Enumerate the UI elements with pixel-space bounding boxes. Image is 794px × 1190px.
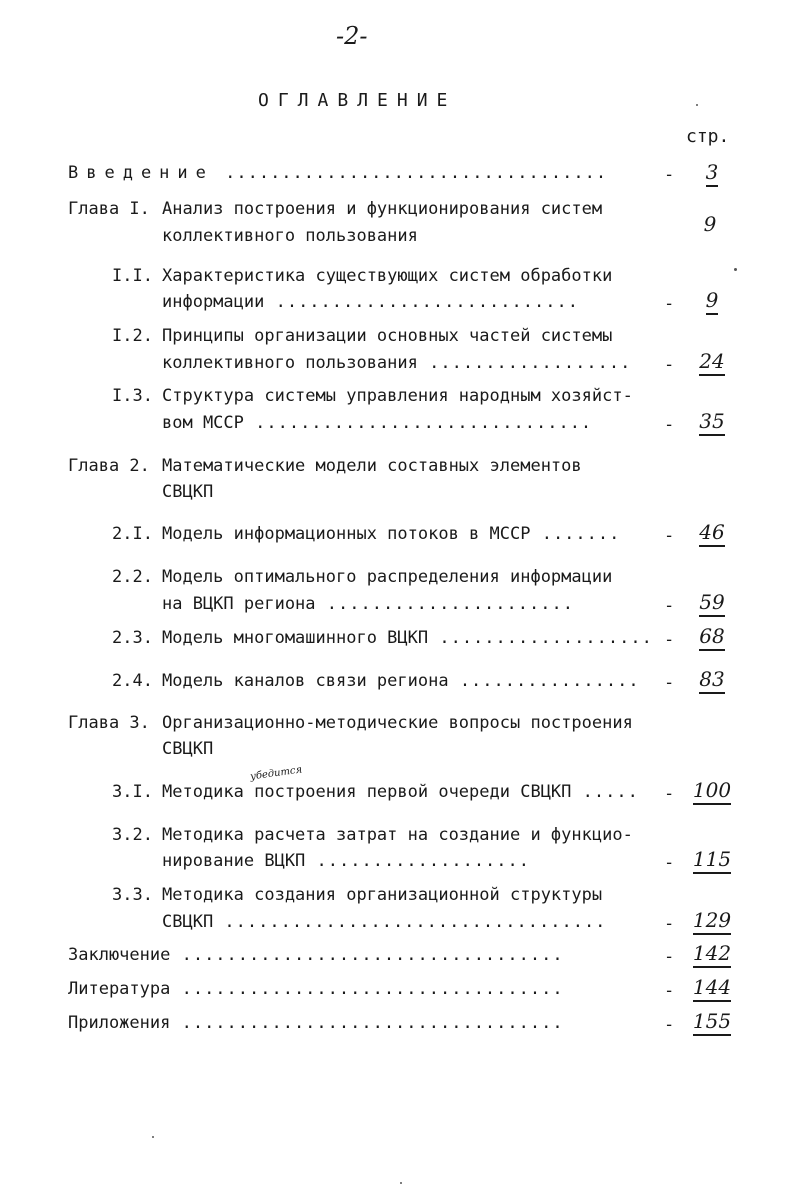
toc-section-number: 2.4. — [112, 671, 153, 691]
page-number: -2- — [336, 22, 368, 50]
toc-dash: - — [664, 165, 675, 185]
toc-entry-appendices: Приложения .................................. — [68, 1013, 564, 1033]
toc-entry-label-cont: СВЦКП — [162, 482, 214, 502]
toc-dash: - — [664, 526, 675, 546]
toc-entry-label-cont: СВЦКП — [162, 739, 214, 759]
toc-dash: - — [664, 415, 675, 435]
toc-section-number: 3.2. — [112, 825, 153, 845]
toc-page-ref: 144 — [692, 975, 732, 999]
toc-page-ref: 155 — [692, 1009, 732, 1033]
toc-page-ref: 3 — [692, 160, 732, 184]
scan-speck — [696, 104, 698, 106]
toc-dash: - — [664, 914, 675, 934]
toc-entry-conclusion: Заключение .................................. — [68, 945, 564, 965]
toc-entry-label: Методика создания организационной структуры — [162, 885, 603, 905]
toc-entry-label: Введение — [68, 163, 214, 183]
scan-speck — [152, 1136, 154, 1138]
toc-page-ref: 35 — [692, 409, 732, 433]
toc-section-number: I.3. — [112, 386, 153, 406]
toc-entry-label: Методика построения первой очереди СВЦКП ..... — [162, 782, 639, 802]
toc-entry-label-cont: вом МССР .............................. — [162, 413, 593, 433]
toc-page-ref: 142 — [692, 941, 732, 965]
scan-speck — [400, 1182, 402, 1184]
handwritten-note: убедится — [249, 764, 303, 783]
toc-page-ref: 59 — [692, 590, 732, 614]
toc-page-ref: 100 — [692, 778, 732, 802]
toc-page-ref: 24 — [692, 349, 732, 373]
toc-entry-label: Модель оптимального распределения информации — [162, 567, 613, 587]
toc-page-ref: 9 — [692, 288, 732, 312]
toc-dash: - — [664, 596, 675, 616]
toc-entry-label-cont: коллективного пользования .................. — [162, 353, 632, 373]
toc-section-number: I.2. — [112, 326, 153, 346]
toc-entry-label: Принципы организации основных частей системы — [162, 326, 613, 346]
toc-section-number: 3.I. — [112, 782, 153, 802]
toc-entry-label-cont: на ВЦКП региона ...................... — [162, 594, 574, 614]
toc-entry-label: Характеристика существующих систем обработки — [162, 266, 613, 286]
toc-entry-label: Модель многомашинного ВЦКП ................... — [162, 628, 653, 648]
toc-section-number: 2.3. — [112, 628, 153, 648]
toc-chapter-number: Глава 2. — [68, 456, 150, 476]
toc-page-ref: 129 — [692, 908, 732, 932]
toc-page-ref: 68 — [692, 624, 732, 648]
toc-page-ref: 83 — [692, 667, 732, 691]
toc-entry-label-cont: информации ........................... — [162, 292, 579, 312]
toc-dash: - — [664, 1015, 675, 1035]
toc-dash: - — [664, 853, 675, 873]
toc-entry-label-cont: СВЦКП .................................. — [162, 912, 607, 932]
toc-entry-label: Модель каналов связи региона ................ — [162, 671, 640, 691]
toc-entry-label: Модель информационных потоков в МССР ....... — [162, 524, 621, 544]
toc-entry-literature: Литература .................................. — [68, 979, 564, 999]
toc-dash: - — [664, 630, 675, 650]
toc-dash: - — [664, 355, 675, 375]
toc-section-number: 3.3. — [112, 885, 153, 905]
toc-chapter-number: Глава 3. — [68, 713, 150, 733]
toc-entry-label: Анализ построения и функционирования систем — [162, 199, 603, 219]
toc-dash: - — [664, 947, 675, 967]
toc-section-number: 2.2. — [112, 567, 153, 587]
toc-section-number: I.I. — [112, 266, 153, 286]
toc-page-ref: 9 — [703, 212, 717, 236]
toc-entry-label-cont: коллективного пользования — [162, 226, 418, 246]
toc-section-number: 2.I. — [112, 524, 153, 544]
toc-entry-label: Организационно-методические вопросы построения — [162, 713, 633, 733]
toc-entry-label: Структура системы управления народным хозяйст- — [162, 386, 633, 406]
toc-dash: - — [664, 294, 675, 314]
toc-dash: - — [664, 673, 675, 693]
toc-entry-label: Методика расчета затрат на создание и функцио- — [162, 825, 633, 845]
page-column-header: стр. — [686, 126, 730, 147]
toc-entry-label: Математические модели составных элементов — [162, 456, 582, 476]
toc-dash: - — [664, 981, 675, 1001]
toc-page-ref: 46 — [692, 520, 732, 544]
page-title: ОГЛАВЛЕНИЕ — [258, 90, 457, 111]
scan-speck — [734, 268, 737, 271]
toc-chapter-number: Глава I. — [68, 199, 150, 219]
toc-entry-introduction: Введение .................................. — [68, 163, 608, 183]
toc-dash: - — [664, 784, 675, 804]
toc-page-ref: 115 — [692, 847, 732, 871]
toc-entry-label-cont: нирование ВЦКП ................... — [162, 851, 530, 871]
